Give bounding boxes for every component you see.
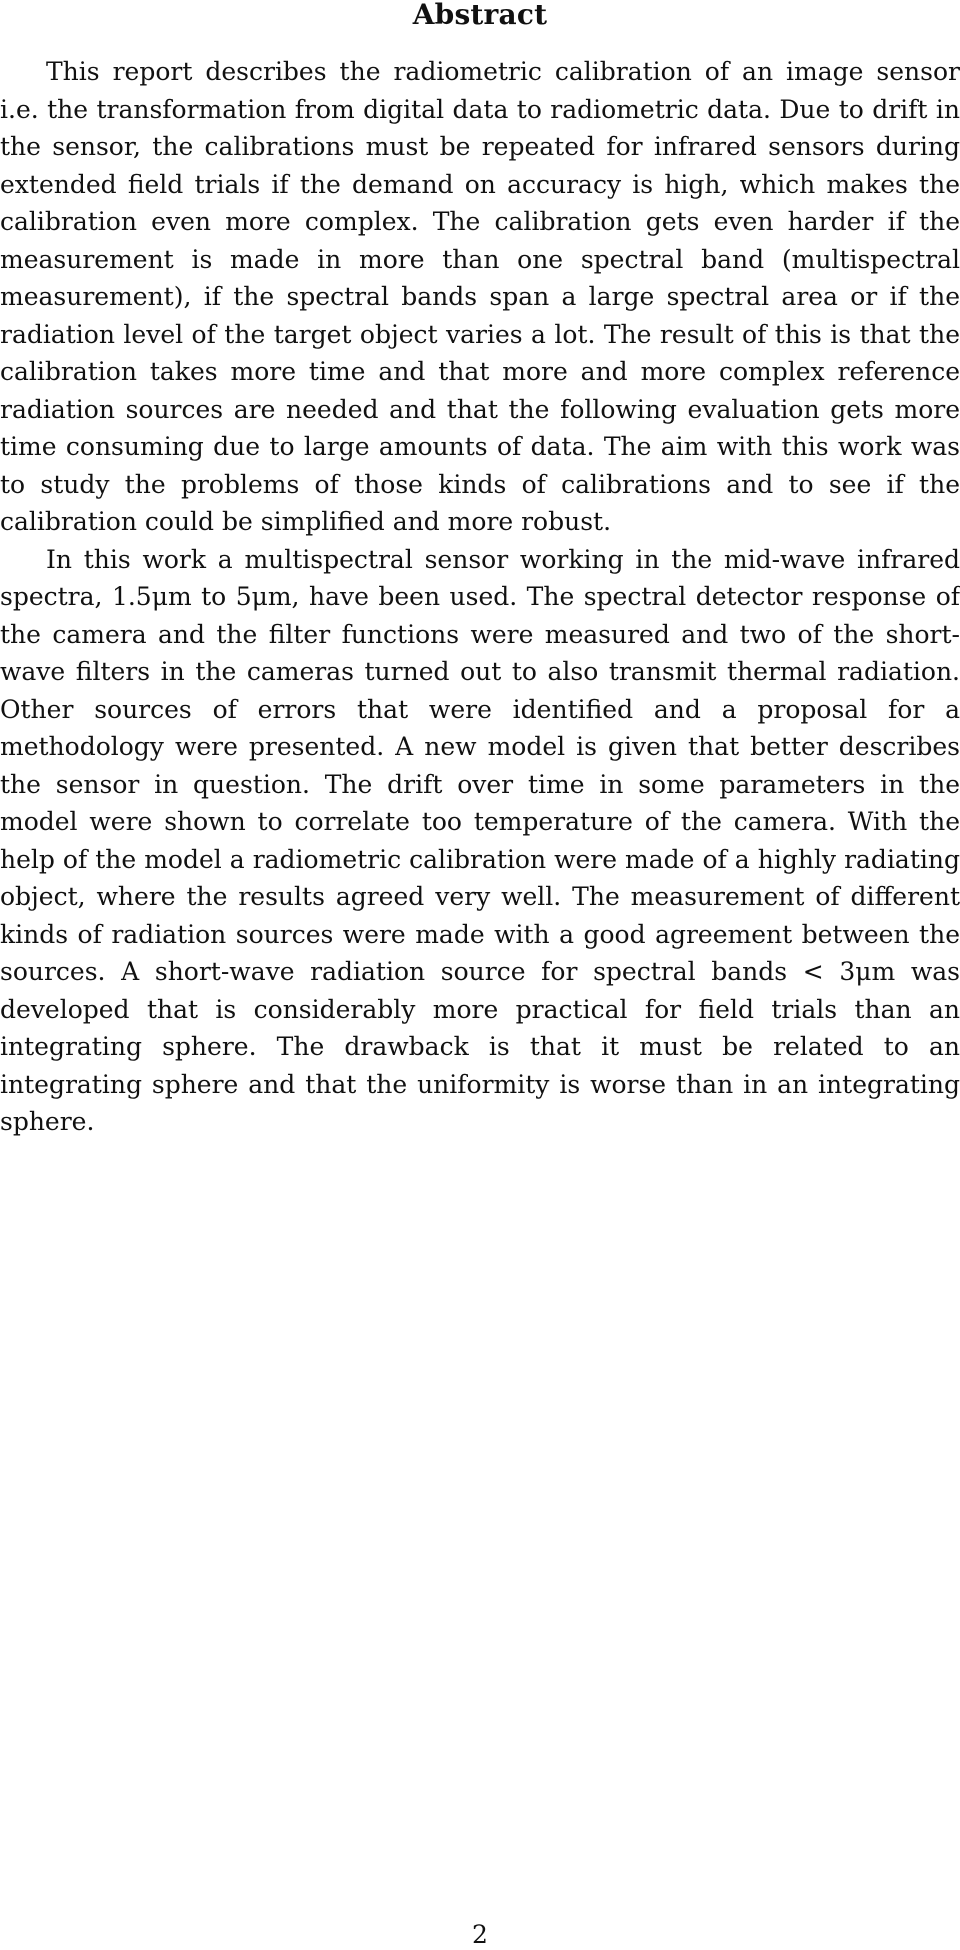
abstract-paragraph-2: In this work a multispectral sensor working in the mid-wave infrared spectra, 1.5μm to 5μm, have been used. The spectral detector response of the camera and the filter functions were measured and two of the short-wave filters in the cameras turned out to also transmit thermal radiation. Other sources of errors that were identified and a proposal for a methodology were presented. A new model is given that better describes the sensor in question. The drift over time in some parameters in the model were shown to correlate too temperature of the camera. With the help of the model a radiometric calibration were made of a highly radiating object, where the results agreed very well. The measurement of different kinds of radiation sources were made with a good agreement between the sources. A short-wave radiation source for spectral bands < 3μm was developed that is considerably more practical for field trials than an integrating sphere. The drawback is that it must be related to an integrating sphere and that the uniformity is worse than in an integrating sphere. bbox=[0, 544, 960, 1136]
abstract-title: Abstract bbox=[412, 0, 548, 31]
abstract-body bbox=[0, 53, 960, 1141]
abstract-paragraph-1: This report describes the radiometric calibration of an image sensor i.e. the transformation from digital data to radiometric data. Due to drift in the sensor, the calibrations must be repeated for infrared sensors during extended field trials if the demand on accuracy is high, which makes the calibration even more complex. The calibration gets even harder if the measurement is made in more than one spectral band (multispectral measurement), if the spectral bands span a large spectral area or if the radiation level of the target object varies a lot. The result of this is that the calibration takes more time and that more and more complex reference radiation sources are needed and that the following evaluation gets more time consuming due to large amounts of data. The aim with this work was to study the problems of those kinds of calibrations and to see if the calibration could be simplified and more robust. bbox=[0, 57, 960, 536]
page-number: 2 bbox=[472, 1920, 488, 1949]
